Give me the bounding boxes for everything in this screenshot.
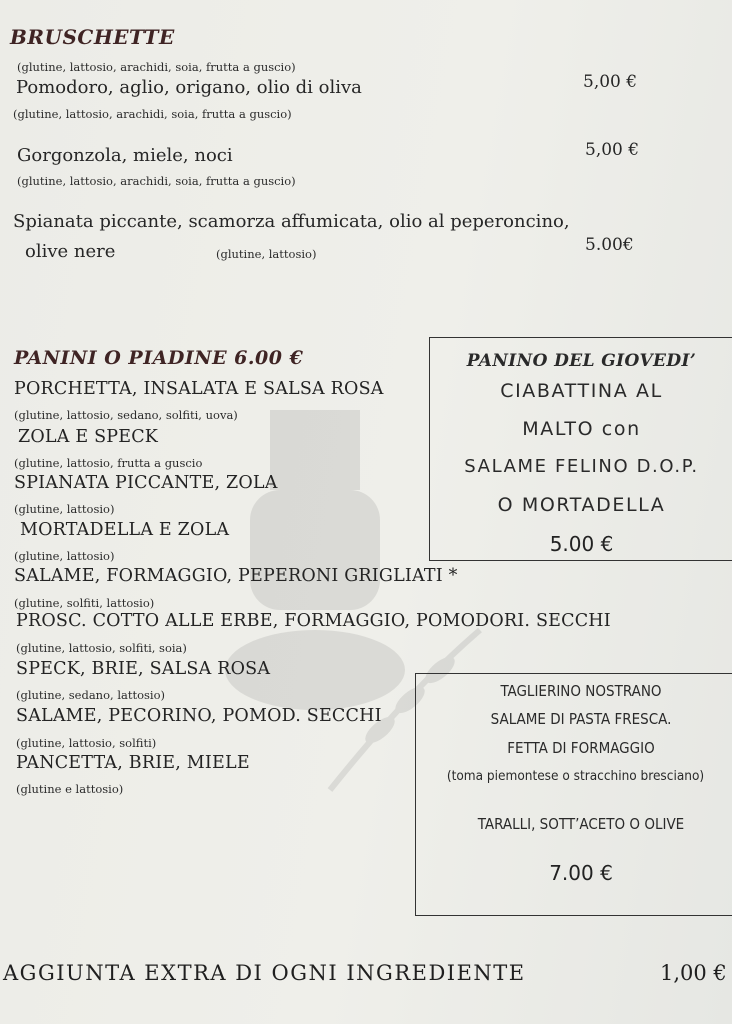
panino-giovedi-line-2: MALTO con [522,418,641,440]
panino-item-8-name: SALAME, PECORINO, POMOD. SECCHI [16,706,382,726]
bruschetta-item-2-price: 5,00 € [585,140,640,160]
panini-title: PANINI O PIADINE 6.00 € [14,347,304,369]
panino-giovedi-line-4: O MORTADELLA [497,494,666,516]
bruschetta-item-1-price: 5,00 € [583,72,638,92]
panino-item-7-name: SPECK, BRIE, SALSA ROSA [16,659,271,679]
panino-giovedi-price: 5.00 € [549,532,614,556]
panino-giovedi-title: PANINO DEL GIOVEDI’ [466,351,697,371]
taglierino-line-2: SALAME DI PASTA FRESCA. [490,710,672,728]
panino-item-3-name: SPIANATA PICCANTE, ZOLA [14,473,278,493]
taglierino-line-5: TARALLI, SOTT’ACETO O OLIVE [477,815,685,833]
taglierino-line-4: (toma piemontese o stracchino bresciano) [446,768,705,784]
panino-item-2-name: ZOLA E SPECK [18,427,159,447]
panino-item-8-allergens: (glutine, lattosio, solfiti) [16,736,157,750]
panino-item-9-allergens: (glutine e lattosio) [16,782,124,796]
panino-giovedi-line-1: CIABATTINA AL [500,380,663,402]
bruschetta-item-2-name: Gorgonzola, miele, noci [17,145,233,166]
bruschetta-item-3-price: 5.00€ [585,235,634,255]
taglierino-price: 7.00 € [549,861,613,885]
panino-item-1-allergens: (glutine, lattosio, sedano, solfiti, uova) [14,408,238,422]
panino-item-9-name: PANCETTA, BRIE, MIELE [16,753,250,773]
panino-item-6-allergens: (glutine, lattosio, solfiti, soia) [16,641,187,655]
bruschetta-item-3-name-line2: olive nere [25,241,116,262]
panino-item-1-name: PORCHETTA, INSALATA E SALSA ROSA [14,379,384,399]
bruschette-title: BRUSCHETTE [10,25,175,49]
panino-item-5-allergens: (glutine, solfiti, lattosio) [14,596,155,610]
bruschetta-item-1-name: Pomodoro, aglio, origano, olio di oliva [16,77,362,98]
panino-item-5-name: SALAME, FORMAGGIO, PEPERONI GRIGLIATI * [14,566,458,586]
panino-item-2-allergens: (glutine, lattosio, frutta a guscio [14,456,203,470]
bruschetta-item-3-allergens: (glutine, lattosio) [216,247,317,261]
taglierino-line-3: FETTA DI FORMAGGIO [507,739,655,757]
panino-item-6-name: PROSC. COTTO ALLE ERBE, FORMAGGIO, POMODORI. SECCHI [16,611,611,631]
bruschetta-item-3-name: Spianata piccante, scamorza affumicata, olio al peperoncino, [13,211,570,232]
extra-ingredient-price: 1,00 € [660,961,727,985]
bruschetta-item-1-allergens: (glutine, lattosio, arachidi, soia, frutta a guscio) [13,107,292,121]
bruschette-allergens-header: (glutine, lattosio, arachidi, soia, frutta a guscio) [17,60,296,74]
panino-item-4-name: MORTADELLA E ZOLA [20,520,230,540]
panino-giovedi-line-3: SALAME FELINO D.O.P. [464,456,699,477]
panino-item-4-allergens: (glutine, lattosio) [14,549,115,563]
panino-item-7-allergens: (glutine, sedano, lattosio) [16,688,166,702]
panino-item-3-allergens: (glutine, lattosio) [14,502,115,516]
bruschetta-item-2-allergens: (glutine, lattosio, arachidi, soia, frutta a guscio) [17,174,296,188]
taglierino-line-1: TAGLIERINO NOSTRANO [500,682,662,700]
extra-ingredient-label: AGGIUNTA EXTRA DI OGNI INGREDIENTE [3,961,526,985]
